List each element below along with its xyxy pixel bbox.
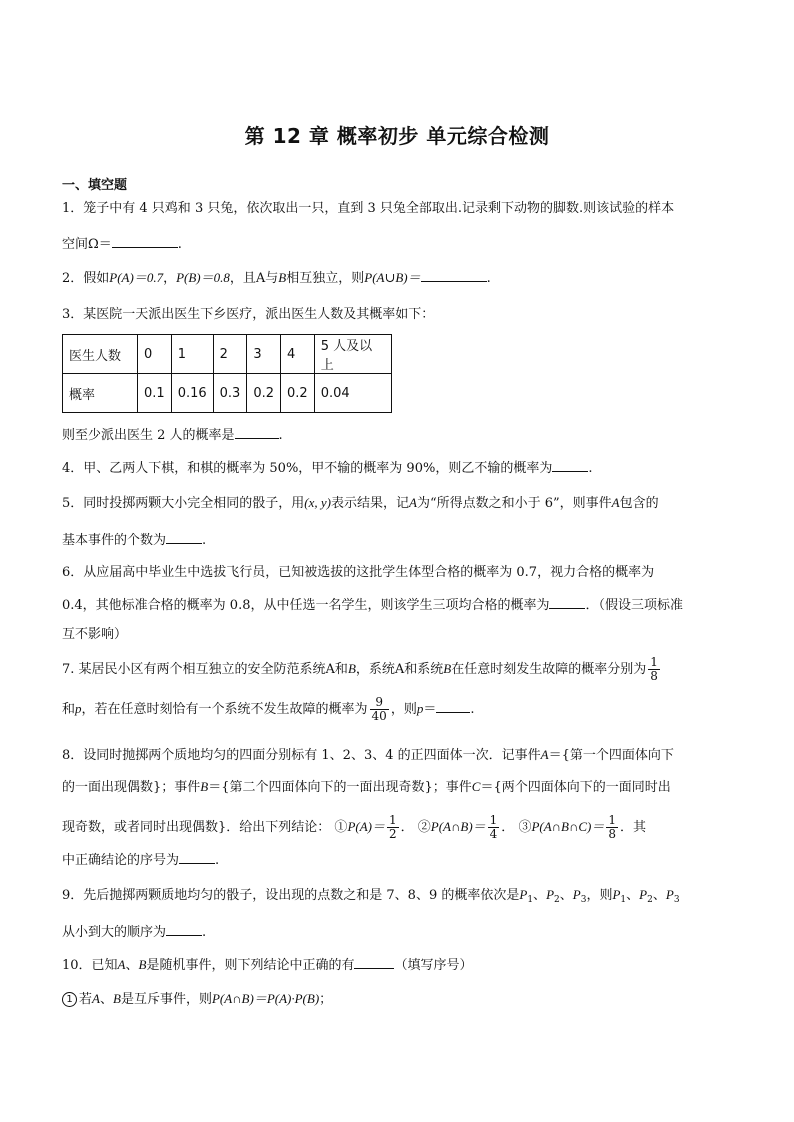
question-10-item-1: 1 若A、B是互斥事件，则P(A∩B)＝P(A)·P(B)； xyxy=(62,990,332,1009)
question-5-line-2: 基本事件的个数为 . xyxy=(62,530,206,550)
question-3-prompt: 则至少派出医生 2 人的概率是 . xyxy=(62,425,283,445)
question-7-line-1: 7. 某居民小区有两个相互独立的安全防范系统A和B，系统A和系统B在任意时刻发生故障的概率分别为 $\frac{1}{8}$ xyxy=(62,655,658,683)
table-cell: 0.3 xyxy=(213,374,247,413)
answer-blank xyxy=(436,699,470,713)
fraction: $\frac{1}{8}$ xyxy=(608,813,617,841)
table-row xyxy=(63,374,392,413)
answer-blank xyxy=(166,922,202,936)
fraction: $\frac{1}{8}$ xyxy=(650,655,658,683)
question-1-line-2: 空间Ω＝ . xyxy=(62,234,182,254)
question-6-line-2: 0.4，其他标准合格的概率为 0.8，从中任选一名学生，则该学生三项均合格的概率为 ．（假设三项标准 xyxy=(62,595,683,615)
table-cell: 0.16 xyxy=(171,374,213,413)
table-cell: 5 人及以上 xyxy=(314,335,391,374)
table-cell: 4 xyxy=(281,335,315,374)
answer-blank xyxy=(552,458,588,472)
fraction: $\frac{1}{4}$ xyxy=(489,813,498,841)
table-cell: 医生人数 xyxy=(63,335,138,374)
question-8-line-1: 8．设同时抛掷两个质地均匀的四面分别标有 1、2、3、4 的正四面体一次．记事件A＝{第一个四面体向下 xyxy=(62,747,674,763)
table-cell: 3 xyxy=(247,335,281,374)
table-cell: 0.1 xyxy=(138,374,172,413)
table-cell: 2 xyxy=(213,335,247,374)
table-row xyxy=(63,335,392,374)
question-8-line-4: 中正确结论的序号为 . xyxy=(62,850,219,870)
section-heading: 一、填空题 xyxy=(62,178,128,193)
question-4: 4．甲、乙两人下棋，和棋的概率为 50%，甲不输的概率为 90%，则乙不输的概率为 . xyxy=(62,458,592,478)
question-5-line-1: 5．同时投掷两颗大小完全相同的骰子，用(x, y)表示结果，记A为“所得点数之和小于 6”，则事件A包含的 xyxy=(62,495,659,511)
table-cell: 0.2 xyxy=(281,374,315,413)
circled-number: 1 xyxy=(62,992,77,1007)
question-9-line-1: 9．先后抛掷两颗质地均匀的骰子，设出现的点数之和是 7、8、9 的概率依次是$P_1$、$P_2$、$P_3$，则$P_1$、$P_2$、$P_3$ xyxy=(62,887,680,905)
fraction: $\frac{1}{2}$ xyxy=(388,813,397,841)
table-cell: 概率 xyxy=(63,374,138,413)
answer-blank xyxy=(112,234,178,248)
question-3: 3．某医院一天派出医生下乡医疗，派出医生人数及其概率如下： xyxy=(62,307,435,322)
question-10: 10．已知A、B是随机事件，则下列结论中正确的有 （填写序号） xyxy=(62,957,473,973)
question-9-line-2: 从小到大的顺序为 . xyxy=(62,922,206,942)
probability-table xyxy=(62,334,392,413)
question-2: 2．假如P(A)＝0.7，P(B)＝0.8，且A与B相互独立，则P(A∪B)＝ . xyxy=(62,270,491,286)
answer-blank xyxy=(179,850,215,864)
answer-blank xyxy=(549,595,585,609)
fraction: $\frac{9}{40}$ xyxy=(371,695,387,723)
table-cell: 0.04 xyxy=(314,374,391,413)
question-6-line-1: 6．从应届高中毕业生中选拔飞行员，已知被选拔的这批学生体型合格的概率为 0.7，视力合格的概率为 xyxy=(62,565,655,580)
answer-blank xyxy=(166,530,202,544)
question-8-line-2: 的一面出现偶数}；事件B＝{第二个四面体向下的一面出现奇数}；事件C＝{两个四面体向下的一面同时出 xyxy=(62,779,671,795)
answer-blank xyxy=(235,425,279,439)
question-6-line-3: 互不影响） xyxy=(62,627,128,642)
table-cell: 1 xyxy=(171,335,213,374)
answer-blank xyxy=(421,268,487,282)
question-7-line-2: 和p，若在任意时刻恰有一个系统不发生故障的概率为 $\frac{9}{40}$ ，则p＝ . xyxy=(62,695,475,723)
question-1-line-1: 1．笼子中有 4 只鸡和 3 只兔，依次取出一只，直到 3 只兔全部取出.记录剩下动物的脚数.则该试验的样本 xyxy=(62,201,675,216)
table-cell: 0 xyxy=(138,335,172,374)
question-8-line-3: 现奇数，或者同时出现偶数}．给出下列结论： ①P(A)＝ $\frac{1}{2}$ ． ②P(A∩B)＝ $\frac{1}{4}$ ． ③P(A∩B∩C)＝ $\frac{1}{8}$ ．其 xyxy=(62,813,647,841)
answer-blank xyxy=(354,955,394,969)
table-cell: 0.2 xyxy=(247,374,281,413)
page-title: 第 12 章 概率初步 单元综合检测 xyxy=(244,124,550,148)
